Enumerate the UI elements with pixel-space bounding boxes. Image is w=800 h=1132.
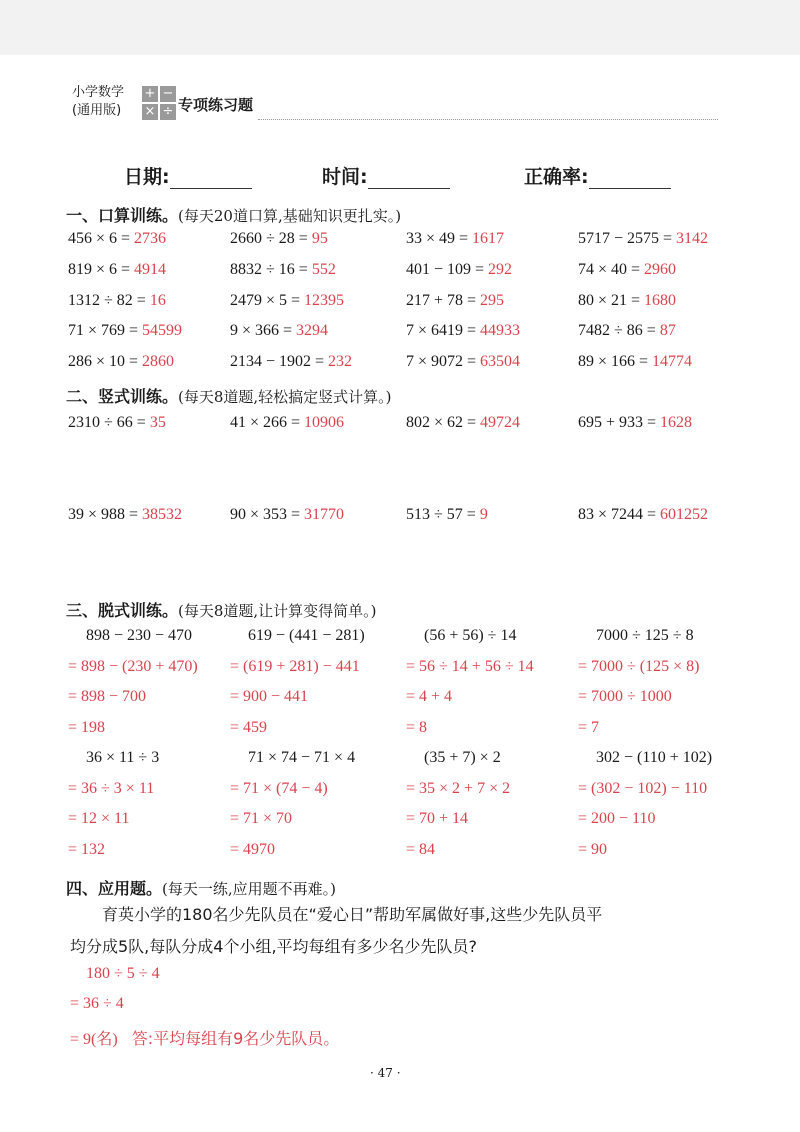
oral-calc-item — [578, 353, 692, 371]
answer: 3294 — [296, 322, 329, 339]
question: 8832 ÷ 16 = — [230, 261, 312, 278]
stepwise-step: = 8 — [406, 718, 428, 736]
stepwise-step: = 35 × 2 + 7 × 2 — [406, 779, 511, 797]
vertical-calc-item — [406, 414, 520, 432]
oral-calc-item — [68, 230, 166, 248]
stepwise-step: = 7000 ÷ (125 × 8) — [578, 657, 700, 675]
section-3-title: 三、脱式训练。 — [66, 601, 179, 620]
header-divider — [258, 119, 718, 120]
oral-calc-item — [230, 353, 352, 371]
oral-calc-item — [578, 230, 708, 248]
question: 9 × 366 = — [230, 322, 297, 339]
answer: 1628 — [660, 414, 693, 431]
stepwise-step: = 7 — [578, 718, 600, 736]
solution-line-3 — [70, 1026, 339, 1049]
question: 513 ÷ 57 = — [406, 506, 480, 523]
section-2-heading — [66, 384, 392, 407]
date-label: 日期: — [124, 166, 170, 188]
answer: 2736 — [134, 230, 167, 247]
stepwise-step: = 200 − 110 — [578, 810, 656, 827]
top-band — [0, 0, 800, 55]
question: 80 × 21 = — [578, 292, 645, 309]
stepwise-step: = 7000 ÷ 1000 — [578, 688, 672, 705]
stepwise-step: = 4 + 4 — [406, 688, 453, 705]
question: 286 × 10 = — [68, 353, 143, 370]
answer: 292 — [488, 261, 513, 278]
answer: 232 — [328, 353, 353, 370]
plus-icon: + — [142, 86, 158, 102]
answer: 31770 — [304, 506, 345, 523]
oral-calc-item — [406, 261, 512, 279]
stepwise-expression: (35 + 7) × 2 — [424, 749, 501, 766]
solution-answer: 答:平均每组有9名少先队员。 — [131, 1029, 340, 1048]
oral-calc-item — [68, 353, 174, 371]
stepwise-expression: 71 × 74 − 71 × 4 — [248, 749, 356, 766]
oral-calc-item — [578, 261, 676, 279]
answer: 16 — [149, 292, 166, 309]
vertical-calc-item — [578, 506, 708, 524]
answer: 4914 — [134, 261, 167, 278]
series-title: 专项练习题 — [178, 96, 254, 114]
answer: 63504 — [480, 353, 521, 370]
answer: 49724 — [480, 414, 521, 431]
section-3-note: (每天8道题,让计算变得简单。) — [178, 602, 377, 620]
section-2-title: 二、竖式训练。 — [66, 387, 179, 406]
answer: 601252 — [660, 506, 709, 523]
time-label: 时间: — [322, 166, 368, 188]
question: 802 × 62 = — [406, 414, 481, 431]
minus-icon: − — [160, 86, 176, 102]
stepwise-expression: 619 − (441 − 281) — [248, 627, 365, 644]
stepwise-step: = 12 × 11 — [68, 810, 130, 827]
stepwise-step: = 56 ÷ 14 + 56 ÷ 14 — [406, 657, 534, 675]
answer: 2960 — [644, 261, 677, 278]
answer: 35 — [149, 414, 166, 431]
accuracy-blank[interactable] — [589, 168, 671, 189]
stepwise-expression: (56 + 56) ÷ 14 — [424, 627, 517, 644]
answer: 44933 — [480, 322, 521, 339]
question: 5717 − 2575 = — [578, 230, 677, 247]
stepwise-step: = 71 × 70 — [230, 810, 293, 827]
section-1-heading — [66, 203, 401, 226]
answer: 95 — [311, 230, 328, 247]
question: 456 × 6 = — [68, 230, 135, 247]
answer: 87 — [659, 322, 676, 339]
question: 89 × 166 = — [578, 353, 653, 370]
question: 819 × 6 = — [68, 261, 135, 278]
question: 2134 − 1902 = — [230, 353, 329, 370]
stepwise-expression: 36 × 11 ÷ 3 — [86, 749, 160, 766]
answer: 1680 — [644, 292, 677, 309]
vertical-calc-item — [230, 506, 344, 524]
stepwise-step: = 898 − 700 — [68, 688, 147, 705]
section-4-title: 四、应用题。 — [66, 879, 163, 898]
section-4-note: (每天一练,应用题不再难。) — [162, 880, 336, 898]
oral-calc-item — [68, 261, 166, 279]
time-field — [322, 162, 450, 189]
oral-calc-item — [68, 292, 166, 310]
stepwise-expression: 898 − 230 − 470 — [86, 627, 193, 644]
stepwise-step: = 198 — [68, 718, 106, 736]
question: 33 × 49 = — [406, 230, 473, 247]
word-problem-line-2: 均分成5队,每队分成4个小组,平均每组有多少名少先队员? — [70, 937, 478, 956]
answer: 10906 — [304, 414, 345, 431]
question: 7 × 6419 = — [406, 322, 481, 339]
question: 74 × 40 = — [578, 261, 645, 278]
stepwise-step: = 900 − 441 — [230, 688, 309, 705]
oral-calc-item — [68, 322, 182, 340]
date-field — [124, 162, 252, 189]
question: 695 + 933 = — [578, 414, 661, 431]
question: 71 × 769 = — [68, 322, 143, 339]
vertical-calc-item — [230, 414, 344, 432]
oral-calc-item — [230, 261, 336, 279]
section-1-title: 一、口算训练。 — [66, 206, 179, 225]
section-2-note: (每天8道题,轻松搞定竖式计算。) — [178, 388, 392, 406]
page-number: · 47 · — [370, 1066, 401, 1080]
oral-calc-item — [230, 292, 344, 310]
question: 83 × 7244 = — [578, 506, 661, 523]
accuracy-field — [524, 162, 671, 189]
vertical-calc-item — [578, 414, 692, 432]
stepwise-step: = (302 − 102) − 110 — [578, 779, 708, 797]
brand-line-2: (通用版) — [72, 103, 122, 118]
vertical-calc-item — [68, 506, 182, 524]
stepwise-step: = 90 — [578, 840, 608, 858]
stepwise-step: = 84 — [406, 840, 436, 858]
answer: 2860 — [142, 353, 175, 370]
question: 90 × 353 = — [230, 506, 305, 523]
section-4-heading — [66, 876, 336, 899]
book-brand — [72, 84, 124, 120]
stepwise-step: = 898 − (230 + 470) — [68, 657, 198, 675]
question: 7482 ÷ 86 = — [578, 322, 660, 339]
answer: 12395 — [304, 292, 345, 309]
answer: 3142 — [676, 230, 709, 247]
accuracy-label: 正确率: — [524, 166, 589, 188]
stepwise-step: = 459 — [230, 718, 268, 736]
answer: 54599 — [142, 322, 183, 339]
section-3-heading — [66, 598, 377, 621]
question: 1312 ÷ 82 = — [68, 292, 150, 309]
stepwise-step: = 71 × (74 − 4) — [230, 779, 328, 797]
answer: 295 — [480, 292, 505, 309]
oral-calc-item — [406, 353, 520, 371]
answer: 1617 — [472, 230, 505, 247]
stepwise-step: = 132 — [68, 840, 106, 858]
stepwise-expression: 302 − (110 + 102) — [596, 749, 713, 766]
solution-line-1: 180 ÷ 5 ÷ 4 — [86, 965, 160, 982]
answer: 38532 — [142, 506, 183, 523]
stepwise-step: = (619 + 281) − 441 — [230, 657, 360, 675]
word-problem-line-1: 育英小学的180名少先队员在“爱心日”帮助军属做好事,这些少先队员平 — [102, 905, 603, 924]
solution-result: = 9(名) — [70, 1031, 118, 1048]
oral-calc-item — [406, 322, 520, 340]
question: 217 + 78 = — [406, 292, 481, 309]
stepwise-step: = 36 ÷ 3 × 11 — [68, 779, 155, 797]
date-blank[interactable] — [170, 168, 252, 189]
question: 7 × 9072 = — [406, 353, 481, 370]
oral-calc-item — [578, 292, 676, 310]
operator-icons — [142, 86, 176, 120]
brand-line-1: 小学数学 — [72, 85, 125, 100]
question: 2310 ÷ 66 = — [68, 414, 150, 431]
oral-calc-item — [230, 322, 328, 340]
stepwise-expression: 7000 ÷ 125 ÷ 8 — [596, 627, 694, 644]
book-header — [62, 82, 722, 126]
answer: 552 — [311, 261, 336, 278]
solution-line-2: = 36 ÷ 4 — [70, 995, 124, 1012]
question: 2660 ÷ 28 = — [230, 230, 312, 247]
stepwise-step: = 70 + 14 — [406, 810, 469, 827]
section-1-note: (每天20道口算,基础知识更扎实。) — [178, 207, 402, 225]
answer: 9 — [479, 506, 488, 523]
answer: 14774 — [652, 353, 693, 370]
question: 401 − 109 = — [406, 261, 489, 278]
stepwise-step: = 4970 — [230, 840, 276, 858]
oral-calc-item — [406, 292, 504, 310]
oral-calc-item — [578, 322, 676, 340]
divide-icon: ÷ — [160, 104, 176, 120]
vertical-calc-item — [68, 414, 166, 432]
times-icon: × — [142, 104, 158, 120]
vertical-calc-item — [406, 506, 488, 524]
question: 39 × 988 = — [68, 506, 143, 523]
oral-calc-item — [406, 230, 504, 248]
time-blank[interactable] — [368, 168, 450, 189]
question: 41 × 266 = — [230, 414, 305, 431]
oral-calc-item — [230, 230, 328, 248]
question: 2479 × 5 = — [230, 292, 305, 309]
